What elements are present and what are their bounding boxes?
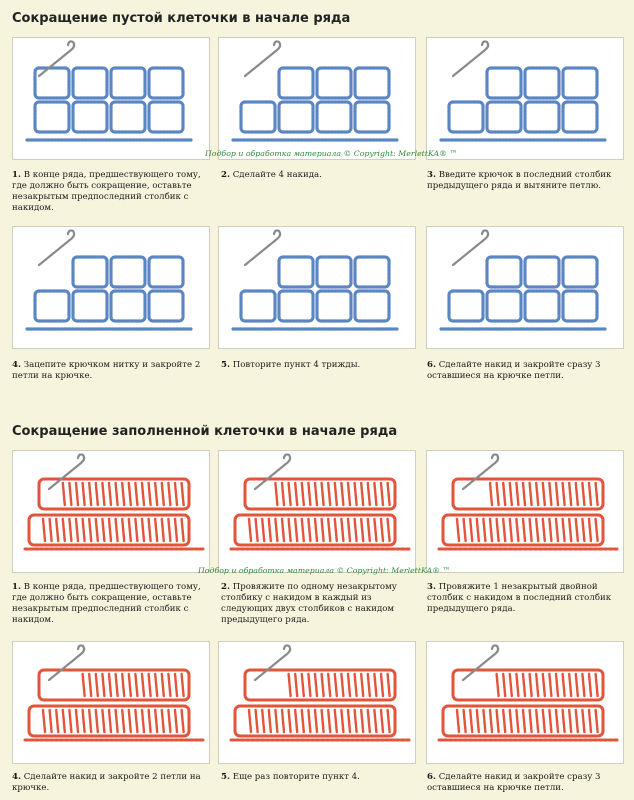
step-diagram-2-5 bbox=[218, 641, 416, 764]
step-diagram-1-1 bbox=[12, 37, 210, 160]
step-diagram-2-2 bbox=[218, 450, 416, 573]
step-caption: 3. Введите крючок в последний столбик предыдущего ряда и вытяните петлю. bbox=[427, 170, 612, 191]
step-caption: 4. Зацепите крючком нитку и закройте 2 петли на крючке. bbox=[12, 360, 201, 381]
step-diagram-1-3 bbox=[426, 37, 624, 160]
copyright-note: Подбор и обработка материала © Copyright: MerlettKA® ™ bbox=[205, 149, 458, 158]
mesh-illustration bbox=[13, 227, 209, 348]
mesh-illustration bbox=[219, 38, 415, 159]
mesh-illustration bbox=[427, 227, 623, 348]
step-caption: 1. В конце ряда, предшествующего тому, где должно быть сокращение, оставьте незакрытым предпоследний столбик с накидом. bbox=[12, 170, 201, 213]
filled-mesh-illustration bbox=[13, 642, 209, 763]
step-diagram-2-4 bbox=[12, 641, 210, 764]
step-caption: 4. Сделайте накид и закройте 2 петли на крючке. bbox=[12, 772, 201, 793]
step-caption: 6. Сделайте накид и закройте сразу 3 оставшиеся на крючке петли. bbox=[427, 772, 601, 793]
mesh-illustration bbox=[219, 227, 415, 348]
filled-mesh-illustration bbox=[219, 451, 415, 572]
step-caption: 5. Еще раз повторите пункт 4. bbox=[221, 772, 360, 782]
filled-mesh-illustration bbox=[13, 451, 209, 572]
step-caption: 2. Сделайте 4 накида. bbox=[221, 170, 322, 180]
step-caption: 1. В конце ряда, предшествующего тому, где должно быть сокращение, оставьте незакрытым предпоследний столбик с накидом. bbox=[12, 582, 201, 625]
step-caption: 6. Сделайте накид и закройте сразу 3 оставшиеся на крючке петли. bbox=[427, 360, 601, 381]
step-diagram-2-3 bbox=[426, 450, 624, 573]
filled-mesh-illustration bbox=[427, 642, 623, 763]
step-caption: 2. Провяжите по одному незакрытому столбику с накидом в каждый из следующих двух столбиков с накидом предыдущего ряда. bbox=[221, 582, 397, 625]
step-diagram-2-1 bbox=[12, 450, 210, 573]
section2-title: Сокращение заполненной клеточки в начале ряда bbox=[12, 424, 398, 439]
step-diagram-1-5 bbox=[218, 226, 416, 349]
mesh-illustration bbox=[13, 38, 209, 159]
copyright-note: Подбор и обработка материала © Copyright: MerlettKA® ™ bbox=[198, 566, 451, 575]
step-diagram-1-4 bbox=[12, 226, 210, 349]
step-diagram-1-6 bbox=[426, 226, 624, 349]
step-diagram-2-6 bbox=[426, 641, 624, 764]
step-diagram-1-2 bbox=[218, 37, 416, 160]
filled-mesh-illustration bbox=[427, 451, 623, 572]
step-caption: 3. Провяжите 1 незакрытый двойной столбик с накидом в последний столбик предыдущего ряда. bbox=[427, 582, 612, 614]
mesh-illustration bbox=[427, 38, 623, 159]
filled-mesh-illustration bbox=[219, 642, 415, 763]
step-caption: 5. Повторите пункт 4 трижды. bbox=[221, 360, 361, 370]
section1-title: Сокращение пустой клеточки в начале ряда bbox=[12, 11, 351, 26]
